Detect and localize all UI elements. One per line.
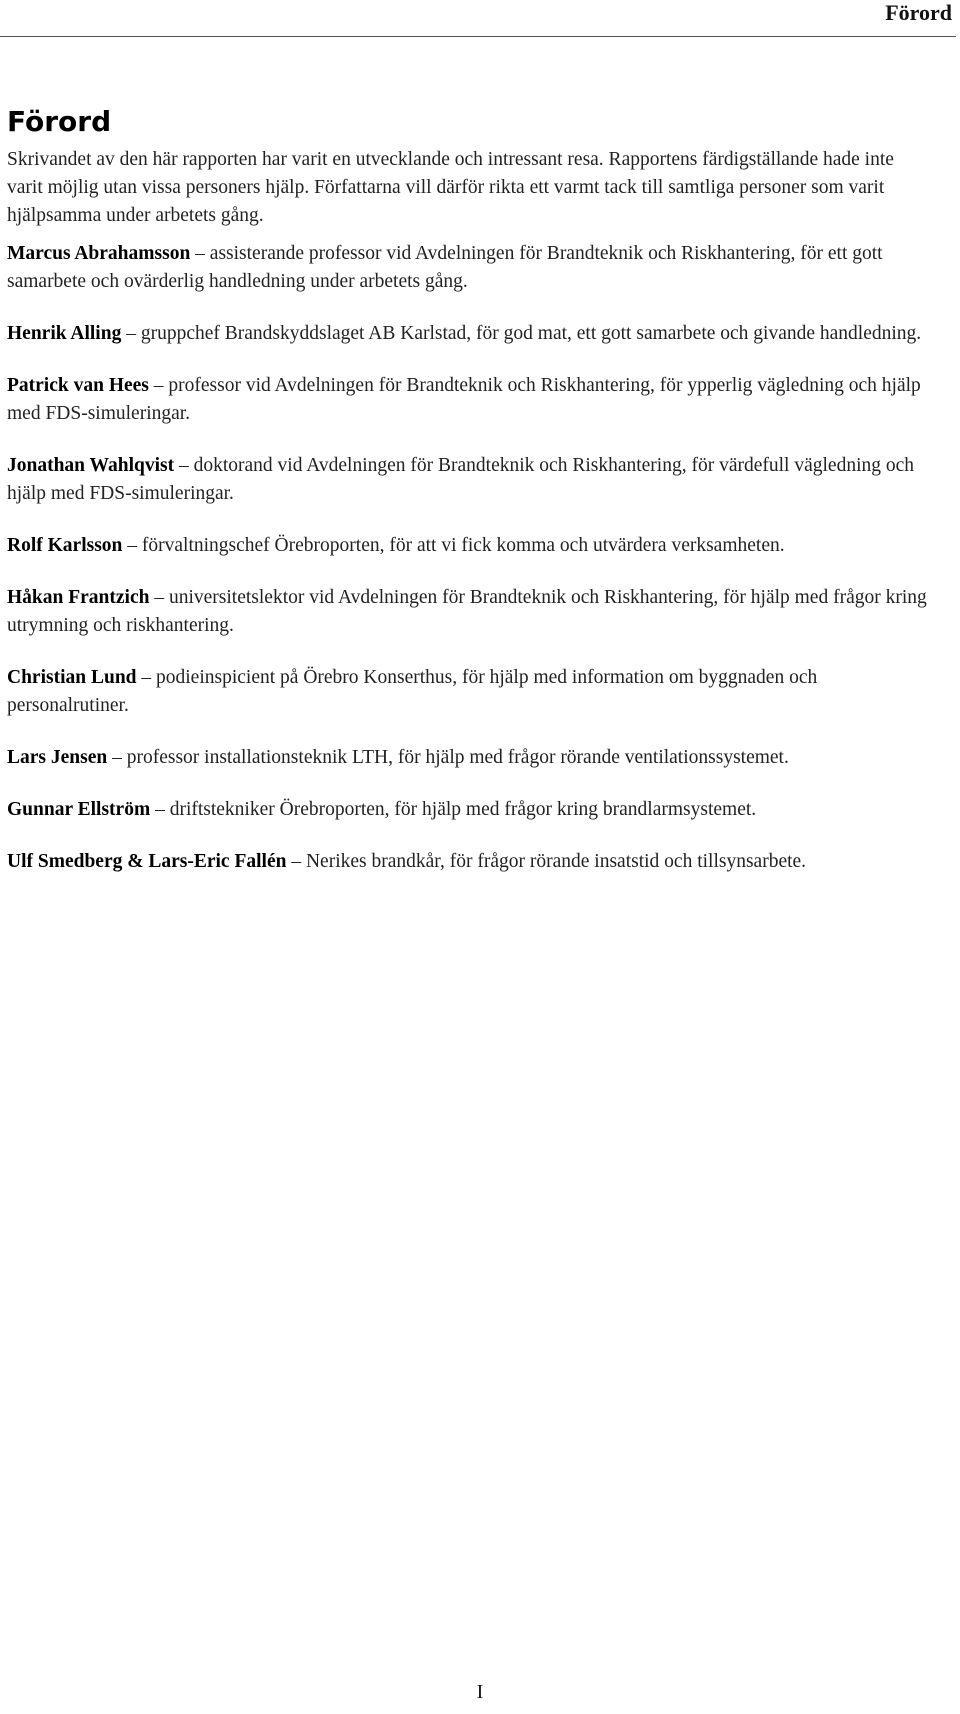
acknowledgement-text: professor installationsteknik LTH, för hjälp med frågor rörande ventilationssystemet. bbox=[126, 747, 789, 768]
acknowledgement-text: assisterande professor vid Avdelningen för Brandteknik och Riskhantering, för ett gott samarbete och ovärderlig handledning under arbetets gång. bbox=[7, 243, 883, 292]
dash-separator: – bbox=[178, 455, 189, 476]
running-header bbox=[0, 0, 956, 37]
person-name: Christian Lund bbox=[7, 667, 137, 688]
acknowledgement-item bbox=[7, 796, 932, 824]
acknowledgement-text: doktorand vid Avdelningen för Brandteknik och Riskhantering, för värdefull vägledning och hjälp med FDS-simuleringar. bbox=[7, 455, 915, 504]
dash-separator: – bbox=[153, 375, 164, 396]
intro-paragraph: Skrivandet av den här rapporten har varit en utvecklande och intressant resa. Rapportens färdigställande hade inte varit möjlig utan vissa personers hjälp. Författarna vill därför rikta ett varmt tack till samtliga personer som varit hjälpsamma under arbetets gång. bbox=[7, 149, 894, 226]
acknowledgement-item bbox=[7, 240, 932, 296]
acknowledgement-text: universitetslektor vid Avdelningen för Brandteknik och Riskhantering, för hjälp med frågor kring utrymning och riskhantering. bbox=[7, 587, 927, 636]
acknowledgement-text: driftstekniker Örebroporten, för hjälp med frågor kring brandlarmsystemet. bbox=[169, 799, 757, 820]
dash-separator: – bbox=[126, 323, 136, 344]
acknowledgement-text: Nerikes brandkår, för frågor rörande insatstid och tillsynsarbete. bbox=[305, 851, 807, 872]
page-title: Förord bbox=[7, 105, 112, 138]
acknowledgement-item bbox=[7, 584, 932, 640]
acknowledgement-item bbox=[7, 320, 932, 348]
acknowledgement-item bbox=[7, 664, 932, 720]
person-name: Jonathan Wahlqvist bbox=[7, 455, 175, 476]
person-name: Marcus Abrahamsson bbox=[7, 243, 191, 264]
acknowledgement-item bbox=[7, 848, 932, 876]
acknowledgement-item bbox=[7, 372, 932, 428]
dash-separator: – bbox=[112, 747, 122, 768]
dash-separator: – bbox=[141, 667, 152, 688]
person-name: Gunnar Ellström bbox=[7, 799, 151, 820]
running-header-title: Förord bbox=[885, 0, 952, 25]
dash-separator: – bbox=[291, 851, 302, 872]
acknowledgements-list bbox=[7, 240, 932, 876]
person-name: Patrick van Hees bbox=[7, 375, 149, 396]
person-name: Håkan Frantzich bbox=[7, 587, 150, 608]
acknowledgement-item bbox=[7, 532, 932, 560]
dash-separator: – bbox=[195, 243, 205, 264]
dash-separator: – bbox=[127, 535, 138, 556]
acknowledgement-item bbox=[7, 452, 932, 508]
page-content bbox=[7, 104, 932, 900]
acknowledgement-text: förvaltningschef Örebroporten, för att vi fick komma och utvärdera verksamheten. bbox=[141, 535, 785, 556]
person-name: Lars Jensen bbox=[7, 747, 108, 768]
person-name: Rolf Karlsson bbox=[7, 535, 123, 556]
acknowledgement-item bbox=[7, 744, 932, 772]
acknowledgement-text: gruppchef Brandskyddslaget AB Karlstad, för god mat, ett gott samarbete och givande handledning. bbox=[140, 323, 922, 344]
dash-separator: – bbox=[155, 799, 165, 820]
acknowledgement-text: professor vid Avdelningen för Brandteknik och Riskhantering, för ypperlig vägledning och hjälp med FDS-simuleringar. bbox=[7, 375, 921, 424]
dash-separator: – bbox=[154, 587, 165, 608]
acknowledgement-text: podieinspicient på Örebro Konserthus, för hjälp med information om byggnaden och personalrutiner. bbox=[7, 667, 818, 716]
person-name: Ulf Smedberg & Lars-Eric Fallén bbox=[7, 851, 287, 872]
person-name: Henrik Alling bbox=[7, 323, 122, 344]
page-number: I bbox=[476, 1681, 484, 1703]
